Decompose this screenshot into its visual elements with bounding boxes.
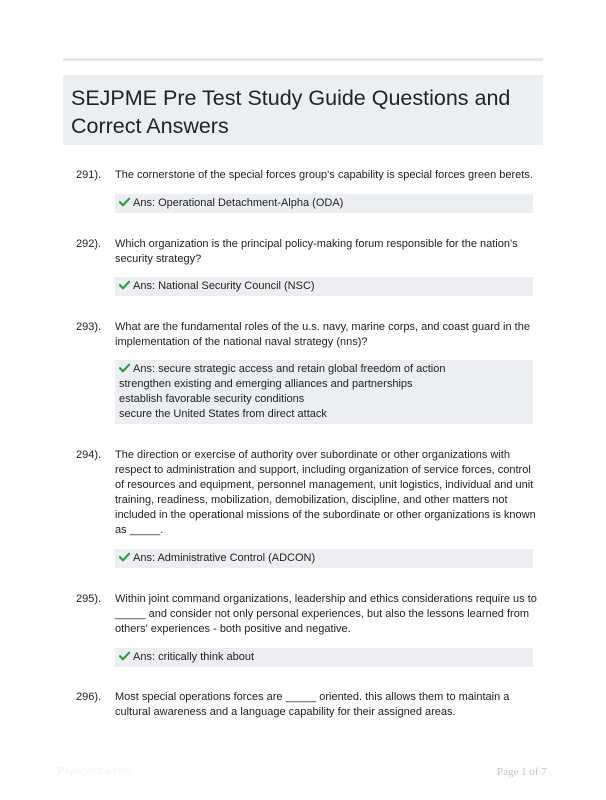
check-icon bbox=[119, 197, 130, 207]
answer-line bbox=[119, 650, 529, 665]
answer-line: secure the United States from direct attack bbox=[119, 408, 327, 420]
question-text: Within joint command organizations, leadership and ethics considerations require us to _____ and consider not only personal experiences, but also the lessons learned from others' experiences - both positive and negative. bbox=[115, 593, 537, 635]
answer-text: Ans: critically think about bbox=[133, 651, 255, 663]
page-title: SEJPME Pre Test Study Guide Questions and Correct Answers bbox=[71, 86, 511, 138]
answer-text: Ans: National Security Council (NSC) bbox=[133, 280, 315, 292]
question-number: 294). bbox=[76, 449, 102, 461]
question-text: The cornerstone of the special forces group's capability is special forces green berets. bbox=[115, 169, 533, 181]
footer-watermark: PaperWebs.com bbox=[58, 766, 132, 777]
header-divider bbox=[63, 58, 543, 61]
answer-box bbox=[115, 194, 533, 213]
check-icon bbox=[119, 552, 130, 562]
page-number: Page 1 of 7 bbox=[497, 766, 547, 778]
question-text: The direction or exercise of authority over subordinate or other organizations with respect to administration and support, including organization of service forces, control of resources and equipment, personnel management, unit logistics, individual and unit training, readiness, mobilization, demobilization, discipline, and other matters not included in the operational missions of the subordinate or other organizations is known as _____. bbox=[115, 449, 536, 536]
answer-text: Ans: Administrative Control (ADCON) bbox=[133, 552, 316, 564]
question-number: 295). bbox=[76, 593, 102, 605]
question-number: 292). bbox=[76, 238, 102, 250]
question-number: 293). bbox=[76, 321, 102, 333]
answer-line: strengthen existing and emerging alliances and partnerships bbox=[119, 378, 413, 390]
check-icon bbox=[119, 651, 130, 661]
answer-box bbox=[115, 277, 533, 296]
answer-text: Ans: Operational Detachment-Alpha (ODA) bbox=[133, 197, 344, 209]
answer-line bbox=[119, 551, 529, 566]
answer-box bbox=[115, 549, 533, 568]
title-banner bbox=[63, 75, 543, 145]
answer-box bbox=[115, 648, 533, 667]
answer-line bbox=[119, 279, 529, 294]
check-icon bbox=[119, 280, 130, 290]
question-number: 291). bbox=[76, 169, 102, 181]
answer-box bbox=[115, 360, 533, 424]
check-icon bbox=[119, 363, 130, 373]
question-number: 296). bbox=[76, 691, 102, 703]
answer-text: Ans: secure strategic access and retain global freedom of action bbox=[133, 363, 446, 375]
answer-line bbox=[119, 362, 529, 377]
question-text: Which organization is the principal policy-making forum responsible for the nation's security strategy? bbox=[115, 238, 518, 265]
question-text: Most special operations forces are _____ oriented. this allows them to maintain a cultural awareness and a language capability for their assigned areas. bbox=[115, 691, 510, 718]
question-text: What are the fundamental roles of the u.s. navy, marine corps, and coast guard in the implementation of the national naval strategy (nns)? bbox=[115, 321, 530, 348]
answer-line: establish favorable security conditions bbox=[119, 393, 305, 405]
answer-line bbox=[119, 196, 529, 211]
